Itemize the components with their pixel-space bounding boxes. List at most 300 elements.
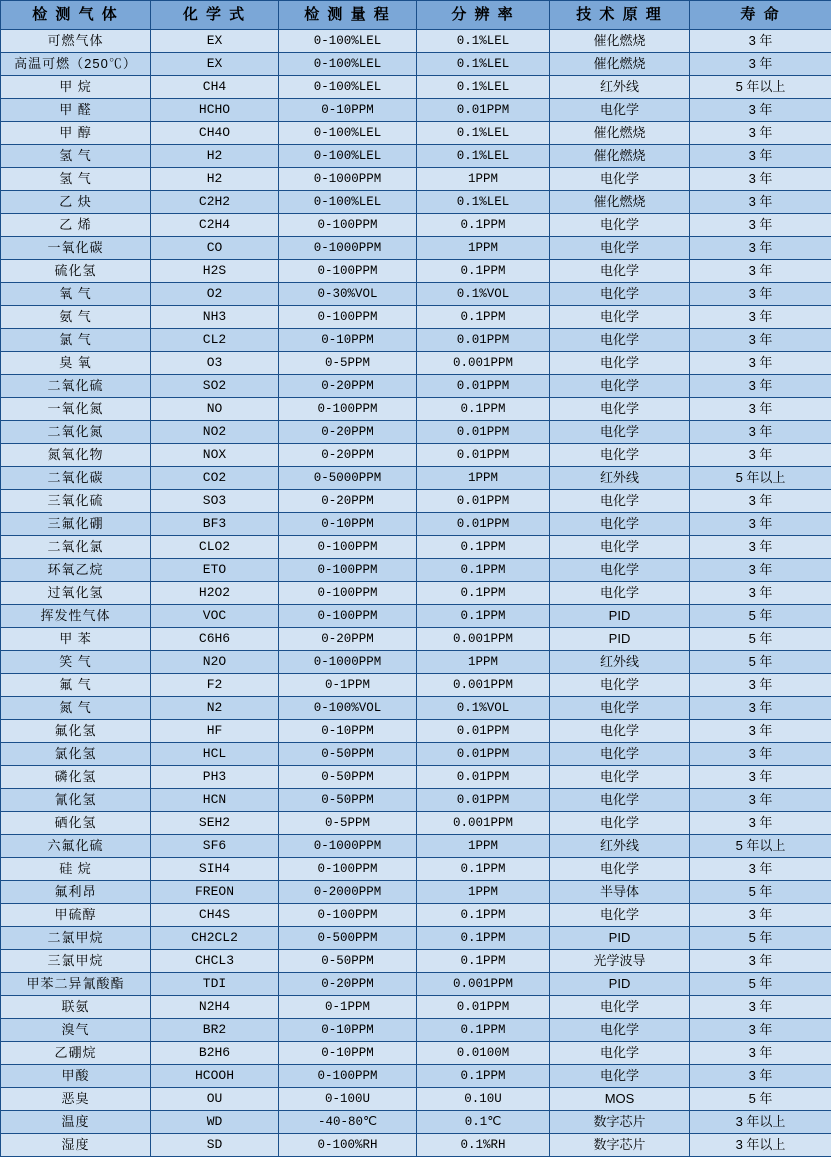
cell-lifespan: 3 年 [690, 766, 831, 789]
cell-principle: 电化学 [550, 283, 690, 306]
cell-range: 0-20PPM [279, 490, 417, 513]
cell-lifespan: 3 年 [690, 1042, 831, 1065]
cell-formula: CO [151, 237, 279, 260]
cell-resolution: 1PPM [417, 835, 550, 858]
cell-resolution: 0.1PPM [417, 214, 550, 237]
cell-resolution: 0.1%LEL [417, 30, 550, 53]
table-row [1, 283, 831, 306]
table-row [1, 99, 831, 122]
cell-principle: 电化学 [550, 398, 690, 421]
cell-gas-name: 氨 气 [1, 306, 151, 329]
table-row [1, 1019, 831, 1042]
cell-principle: 电化学 [550, 99, 690, 122]
cell-resolution: 0.1PPM [417, 559, 550, 582]
cell-principle: 电化学 [550, 697, 690, 720]
cell-resolution: 0.1%LEL [417, 145, 550, 168]
cell-range: 0-20PPM [279, 444, 417, 467]
table-row [1, 53, 831, 76]
cell-formula: CHCL3 [151, 950, 279, 973]
cell-range: 0-20PPM [279, 628, 417, 651]
cell-range: 0-2000PPM [279, 881, 417, 904]
cell-formula: H2 [151, 168, 279, 191]
table-row [1, 260, 831, 283]
cell-resolution: 0.1%LEL [417, 53, 550, 76]
cell-principle: 电化学 [550, 720, 690, 743]
cell-principle: 催化燃烧 [550, 191, 690, 214]
cell-resolution: 0.001PPM [417, 973, 550, 996]
cell-lifespan: 3 年 [690, 260, 831, 283]
cell-principle: 红外线 [550, 651, 690, 674]
cell-formula: OU [151, 1088, 279, 1111]
cell-range: 0-5000PPM [279, 467, 417, 490]
cell-range: 0-30%VOL [279, 283, 417, 306]
cell-gas-name: 硒化氢 [1, 812, 151, 835]
table-row [1, 835, 831, 858]
cell-formula: NO2 [151, 421, 279, 444]
cell-formula: HCOOH [151, 1065, 279, 1088]
cell-formula: HF [151, 720, 279, 743]
cell-gas-name: 甲 醇 [1, 122, 151, 145]
cell-principle: 红外线 [550, 467, 690, 490]
cell-lifespan: 3 年 [690, 329, 831, 352]
cell-lifespan: 5 年 [690, 881, 831, 904]
cell-resolution: 0.10U [417, 1088, 550, 1111]
cell-resolution: 0.1℃ [417, 1111, 550, 1134]
cell-lifespan: 3 年 [690, 145, 831, 168]
table-row [1, 628, 831, 651]
cell-range: 0-100PPM [279, 605, 417, 628]
cell-formula: CH2CL2 [151, 927, 279, 950]
cell-gas-name: 一氧化碳 [1, 237, 151, 260]
cell-resolution: 0.1PPM [417, 927, 550, 950]
cell-formula: NH3 [151, 306, 279, 329]
table-row [1, 973, 831, 996]
table-row [1, 674, 831, 697]
cell-principle: 电化学 [550, 375, 690, 398]
cell-gas-name: 氯化氢 [1, 743, 151, 766]
cell-range: 0-5PPM [279, 352, 417, 375]
cell-formula: SEH2 [151, 812, 279, 835]
cell-range: 0-100PPM [279, 536, 417, 559]
cell-range: 0-500PPM [279, 927, 417, 950]
column-header-principle: 技 术 原 理 [550, 1, 690, 30]
column-header-formula: 化 学 式 [151, 1, 279, 30]
cell-principle: MOS [550, 1088, 690, 1111]
cell-lifespan: 5 年 [690, 973, 831, 996]
column-header-range: 检 测 量 程 [279, 1, 417, 30]
column-header-lifespan: 寿 命 [690, 1, 831, 30]
cell-gas-name: 湿度 [1, 1134, 151, 1157]
cell-resolution: 0.001PPM [417, 812, 550, 835]
cell-lifespan: 3 年 [690, 122, 831, 145]
cell-gas-name: 三氟化硼 [1, 513, 151, 536]
cell-lifespan: 5 年 [690, 628, 831, 651]
table-body [1, 30, 831, 1157]
cell-resolution: 1PPM [417, 651, 550, 674]
cell-gas-name: 挥发性气体 [1, 605, 151, 628]
cell-lifespan: 3 年 [690, 743, 831, 766]
cell-gas-name: 环氧乙烷 [1, 559, 151, 582]
table-row [1, 467, 831, 490]
cell-formula: SO3 [151, 490, 279, 513]
table-row [1, 1134, 831, 1157]
cell-range: 0-50PPM [279, 743, 417, 766]
cell-range: 0-100%LEL [279, 191, 417, 214]
cell-gas-name: 二氧化氯 [1, 536, 151, 559]
cell-principle: 电化学 [550, 766, 690, 789]
cell-lifespan: 3 年 [690, 996, 831, 1019]
cell-principle: 电化学 [550, 421, 690, 444]
table-row [1, 237, 831, 260]
cell-resolution: 0.1PPM [417, 582, 550, 605]
cell-lifespan: 3 年 [690, 398, 831, 421]
table-row [1, 536, 831, 559]
cell-principle: PID [550, 973, 690, 996]
table-row [1, 214, 831, 237]
cell-range: 0-100%VOL [279, 697, 417, 720]
cell-gas-name: 甲 苯 [1, 628, 151, 651]
cell-formula: NOX [151, 444, 279, 467]
cell-lifespan: 3 年 [690, 674, 831, 697]
cell-gas-name: 联氨 [1, 996, 151, 1019]
cell-range: 0-100%LEL [279, 53, 417, 76]
cell-range: 0-100PPM [279, 559, 417, 582]
cell-lifespan: 3 年 [690, 53, 831, 76]
cell-range: 0-10PPM [279, 99, 417, 122]
cell-lifespan: 5 年以上 [690, 76, 831, 99]
table-header-row [1, 1, 831, 30]
cell-lifespan: 3 年 [690, 30, 831, 53]
table-row [1, 927, 831, 950]
cell-formula: CLO2 [151, 536, 279, 559]
cell-principle: 电化学 [550, 858, 690, 881]
cell-lifespan: 5 年以上 [690, 835, 831, 858]
cell-resolution: 0.01PPM [417, 789, 550, 812]
cell-formula: B2H6 [151, 1042, 279, 1065]
cell-range: 0-100PPM [279, 1065, 417, 1088]
cell-principle: 电化学 [550, 904, 690, 927]
cell-resolution: 1PPM [417, 237, 550, 260]
cell-resolution: 0.1PPM [417, 904, 550, 927]
cell-formula: C2H4 [151, 214, 279, 237]
cell-range: 0-100PPM [279, 858, 417, 881]
cell-resolution: 0.1PPM [417, 1019, 550, 1042]
cell-principle: 数字芯片 [550, 1134, 690, 1157]
cell-formula: EX [151, 30, 279, 53]
cell-range: 0-100%LEL [279, 30, 417, 53]
cell-principle: 电化学 [550, 582, 690, 605]
cell-range: 0-20PPM [279, 375, 417, 398]
cell-gas-name: 笑 气 [1, 651, 151, 674]
cell-resolution: 0.1%VOL [417, 697, 550, 720]
cell-range: 0-1000PPM [279, 835, 417, 858]
cell-range: 0-10PPM [279, 720, 417, 743]
cell-lifespan: 3 年 [690, 214, 831, 237]
table-row [1, 559, 831, 582]
table-row [1, 490, 831, 513]
cell-formula: TDI [151, 973, 279, 996]
cell-range: 0-100PPM [279, 398, 417, 421]
cell-resolution: 0.1PPM [417, 536, 550, 559]
table-row [1, 306, 831, 329]
cell-gas-name: 氟 气 [1, 674, 151, 697]
cell-lifespan: 3 年 [690, 168, 831, 191]
cell-gas-name: 甲苯二异氰酸酯 [1, 973, 151, 996]
cell-resolution: 0.01PPM [417, 375, 550, 398]
cell-resolution: 0.0100M [417, 1042, 550, 1065]
cell-gas-name: 臭 氧 [1, 352, 151, 375]
table-row [1, 697, 831, 720]
cell-range: 0-100PPM [279, 582, 417, 605]
cell-lifespan: 3 年 [690, 789, 831, 812]
table-row [1, 1042, 831, 1065]
cell-principle: 电化学 [550, 1019, 690, 1042]
cell-gas-name: 高温可燃（250℃） [1, 53, 151, 76]
cell-principle: 电化学 [550, 1065, 690, 1088]
table-row [1, 122, 831, 145]
cell-lifespan: 3 年 [690, 697, 831, 720]
cell-range: 0-100%LEL [279, 122, 417, 145]
cell-principle: PID [550, 927, 690, 950]
table-row [1, 904, 831, 927]
cell-principle: 电化学 [550, 789, 690, 812]
cell-resolution: 0.01PPM [417, 743, 550, 766]
cell-range: 0-20PPM [279, 421, 417, 444]
cell-resolution: 0.001PPM [417, 628, 550, 651]
cell-lifespan: 5 年 [690, 927, 831, 950]
cell-lifespan: 3 年 [690, 283, 831, 306]
cell-principle: 半导体 [550, 881, 690, 904]
cell-range: 0-50PPM [279, 789, 417, 812]
cell-gas-name: 恶臭 [1, 1088, 151, 1111]
table-row [1, 766, 831, 789]
cell-lifespan: 3 年 [690, 99, 831, 122]
table-row [1, 996, 831, 1019]
cell-formula: SO2 [151, 375, 279, 398]
cell-range: 0-50PPM [279, 766, 417, 789]
cell-resolution: 0.01PPM [417, 444, 550, 467]
cell-gas-name: 硅 烷 [1, 858, 151, 881]
cell-lifespan: 3 年 [690, 904, 831, 927]
cell-lifespan: 3 年 [690, 536, 831, 559]
cell-resolution: 0.01PPM [417, 329, 550, 352]
cell-lifespan: 3 年 [690, 720, 831, 743]
cell-formula: CO2 [151, 467, 279, 490]
cell-lifespan: 5 年 [690, 605, 831, 628]
cell-formula: BR2 [151, 1019, 279, 1042]
cell-range: 0-100PPM [279, 260, 417, 283]
table-row [1, 605, 831, 628]
cell-formula: FREON [151, 881, 279, 904]
cell-formula: H2O2 [151, 582, 279, 605]
cell-gas-name: 氰化氢 [1, 789, 151, 812]
cell-resolution: 0.001PPM [417, 352, 550, 375]
cell-principle: 催化燃烧 [550, 145, 690, 168]
table-row [1, 76, 831, 99]
cell-gas-name: 氢 气 [1, 168, 151, 191]
cell-formula: BF3 [151, 513, 279, 536]
table-row [1, 375, 831, 398]
cell-lifespan: 3 年 [690, 191, 831, 214]
cell-resolution: 0.1PPM [417, 605, 550, 628]
table-row [1, 582, 831, 605]
cell-principle: 红外线 [550, 76, 690, 99]
cell-formula: O3 [151, 352, 279, 375]
cell-resolution: 0.01PPM [417, 421, 550, 444]
cell-resolution: 0.1%RH [417, 1134, 550, 1157]
table-row [1, 398, 831, 421]
cell-formula: N2O [151, 651, 279, 674]
cell-principle: 电化学 [550, 1042, 690, 1065]
cell-lifespan: 5 年 [690, 651, 831, 674]
cell-gas-name: 二氧化碳 [1, 467, 151, 490]
cell-formula: N2H4 [151, 996, 279, 1019]
cell-gas-name: 一氧化氮 [1, 398, 151, 421]
cell-range: 0-5PPM [279, 812, 417, 835]
cell-resolution: 0.01PPM [417, 766, 550, 789]
table-row [1, 651, 831, 674]
cell-principle: 电化学 [550, 513, 690, 536]
cell-resolution: 0.1%VOL [417, 283, 550, 306]
cell-principle: 数字芯片 [550, 1111, 690, 1134]
cell-range: 0-10PPM [279, 513, 417, 536]
cell-principle: 电化学 [550, 260, 690, 283]
cell-gas-name: 乙 炔 [1, 191, 151, 214]
cell-formula: NO [151, 398, 279, 421]
cell-resolution: 0.1PPM [417, 858, 550, 881]
cell-range: 0-10PPM [279, 1019, 417, 1042]
cell-principle: 催化燃烧 [550, 30, 690, 53]
cell-formula: HCL [151, 743, 279, 766]
cell-gas-name: 过氧化氢 [1, 582, 151, 605]
cell-formula: C2H2 [151, 191, 279, 214]
cell-principle: 光学波导 [550, 950, 690, 973]
cell-resolution: 0.01PPM [417, 720, 550, 743]
cell-principle: 红外线 [550, 835, 690, 858]
cell-formula: O2 [151, 283, 279, 306]
table-row [1, 881, 831, 904]
table-row [1, 352, 831, 375]
cell-principle: PID [550, 628, 690, 651]
cell-gas-name: 三氧化硫 [1, 490, 151, 513]
cell-gas-name: 三氯甲烷 [1, 950, 151, 973]
cell-formula: SF6 [151, 835, 279, 858]
cell-range: 0-100PPM [279, 306, 417, 329]
cell-gas-name: 磷化氢 [1, 766, 151, 789]
cell-gas-name: 氯 气 [1, 329, 151, 352]
cell-gas-name: 可燃气体 [1, 30, 151, 53]
cell-principle: 电化学 [550, 490, 690, 513]
cell-resolution: 1PPM [417, 881, 550, 904]
cell-principle: 电化学 [550, 444, 690, 467]
cell-lifespan: 3 年 [690, 950, 831, 973]
cell-lifespan: 3 年 [690, 582, 831, 605]
table-row [1, 145, 831, 168]
cell-gas-name: 甲 烷 [1, 76, 151, 99]
cell-formula: CH4 [151, 76, 279, 99]
cell-lifespan: 3 年 [690, 858, 831, 881]
cell-principle: 电化学 [550, 329, 690, 352]
cell-formula: ETO [151, 559, 279, 582]
table-row [1, 1065, 831, 1088]
cell-lifespan: 3 年 [690, 490, 831, 513]
cell-resolution: 0.1PPM [417, 398, 550, 421]
cell-resolution: 0.1PPM [417, 950, 550, 973]
cell-gas-name: 甲酸 [1, 1065, 151, 1088]
cell-lifespan: 3 年 [690, 1019, 831, 1042]
cell-formula: VOC [151, 605, 279, 628]
cell-lifespan: 3 年 [690, 352, 831, 375]
cell-range: 0-50PPM [279, 950, 417, 973]
cell-lifespan: 3 年 [690, 513, 831, 536]
table-row [1, 444, 831, 467]
cell-lifespan: 3 年以上 [690, 1111, 831, 1134]
cell-range: 0-100PPM [279, 214, 417, 237]
cell-resolution: 0.01PPM [417, 513, 550, 536]
cell-formula: SIH4 [151, 858, 279, 881]
cell-gas-name: 六氟化硫 [1, 835, 151, 858]
cell-principle: PID [550, 605, 690, 628]
cell-resolution: 1PPM [417, 467, 550, 490]
table-row [1, 421, 831, 444]
cell-principle: 催化燃烧 [550, 122, 690, 145]
table-row [1, 191, 831, 214]
table-row [1, 30, 831, 53]
cell-resolution: 0.1PPM [417, 260, 550, 283]
cell-range: 0-1PPM [279, 674, 417, 697]
cell-lifespan: 3 年 [690, 559, 831, 582]
cell-range: 0-20PPM [279, 973, 417, 996]
cell-formula: EX [151, 53, 279, 76]
cell-principle: 催化燃烧 [550, 53, 690, 76]
cell-range: 0-100%LEL [279, 76, 417, 99]
cell-resolution: 0.1%LEL [417, 122, 550, 145]
table-row [1, 168, 831, 191]
cell-range: 0-100U [279, 1088, 417, 1111]
column-header-gas: 检 测 气 体 [1, 1, 151, 30]
cell-gas-name: 氮 气 [1, 697, 151, 720]
table-row [1, 329, 831, 352]
cell-gas-name: 甲 醛 [1, 99, 151, 122]
cell-range: -40-80℃ [279, 1111, 417, 1134]
cell-principle: 电化学 [550, 812, 690, 835]
table-row [1, 743, 831, 766]
cell-lifespan: 3 年 [690, 421, 831, 444]
table-header [1, 1, 831, 30]
table-row [1, 513, 831, 536]
cell-lifespan: 3 年 [690, 375, 831, 398]
cell-formula: C6H6 [151, 628, 279, 651]
cell-formula: HCHO [151, 99, 279, 122]
cell-gas-name: 乙硼烷 [1, 1042, 151, 1065]
cell-lifespan: 3 年 [690, 812, 831, 835]
cell-lifespan: 5 年以上 [690, 467, 831, 490]
cell-formula: PH3 [151, 766, 279, 789]
cell-range: 0-100%RH [279, 1134, 417, 1157]
cell-formula: F2 [151, 674, 279, 697]
cell-range: 0-100%LEL [279, 145, 417, 168]
cell-principle: 电化学 [550, 996, 690, 1019]
cell-formula: CL2 [151, 329, 279, 352]
table-row [1, 950, 831, 973]
cell-range: 0-1000PPM [279, 651, 417, 674]
cell-principle: 电化学 [550, 559, 690, 582]
cell-formula: H2S [151, 260, 279, 283]
cell-lifespan: 5 年 [690, 1088, 831, 1111]
cell-gas-name: 氟利昂 [1, 881, 151, 904]
cell-principle: 电化学 [550, 352, 690, 375]
cell-formula: H2 [151, 145, 279, 168]
